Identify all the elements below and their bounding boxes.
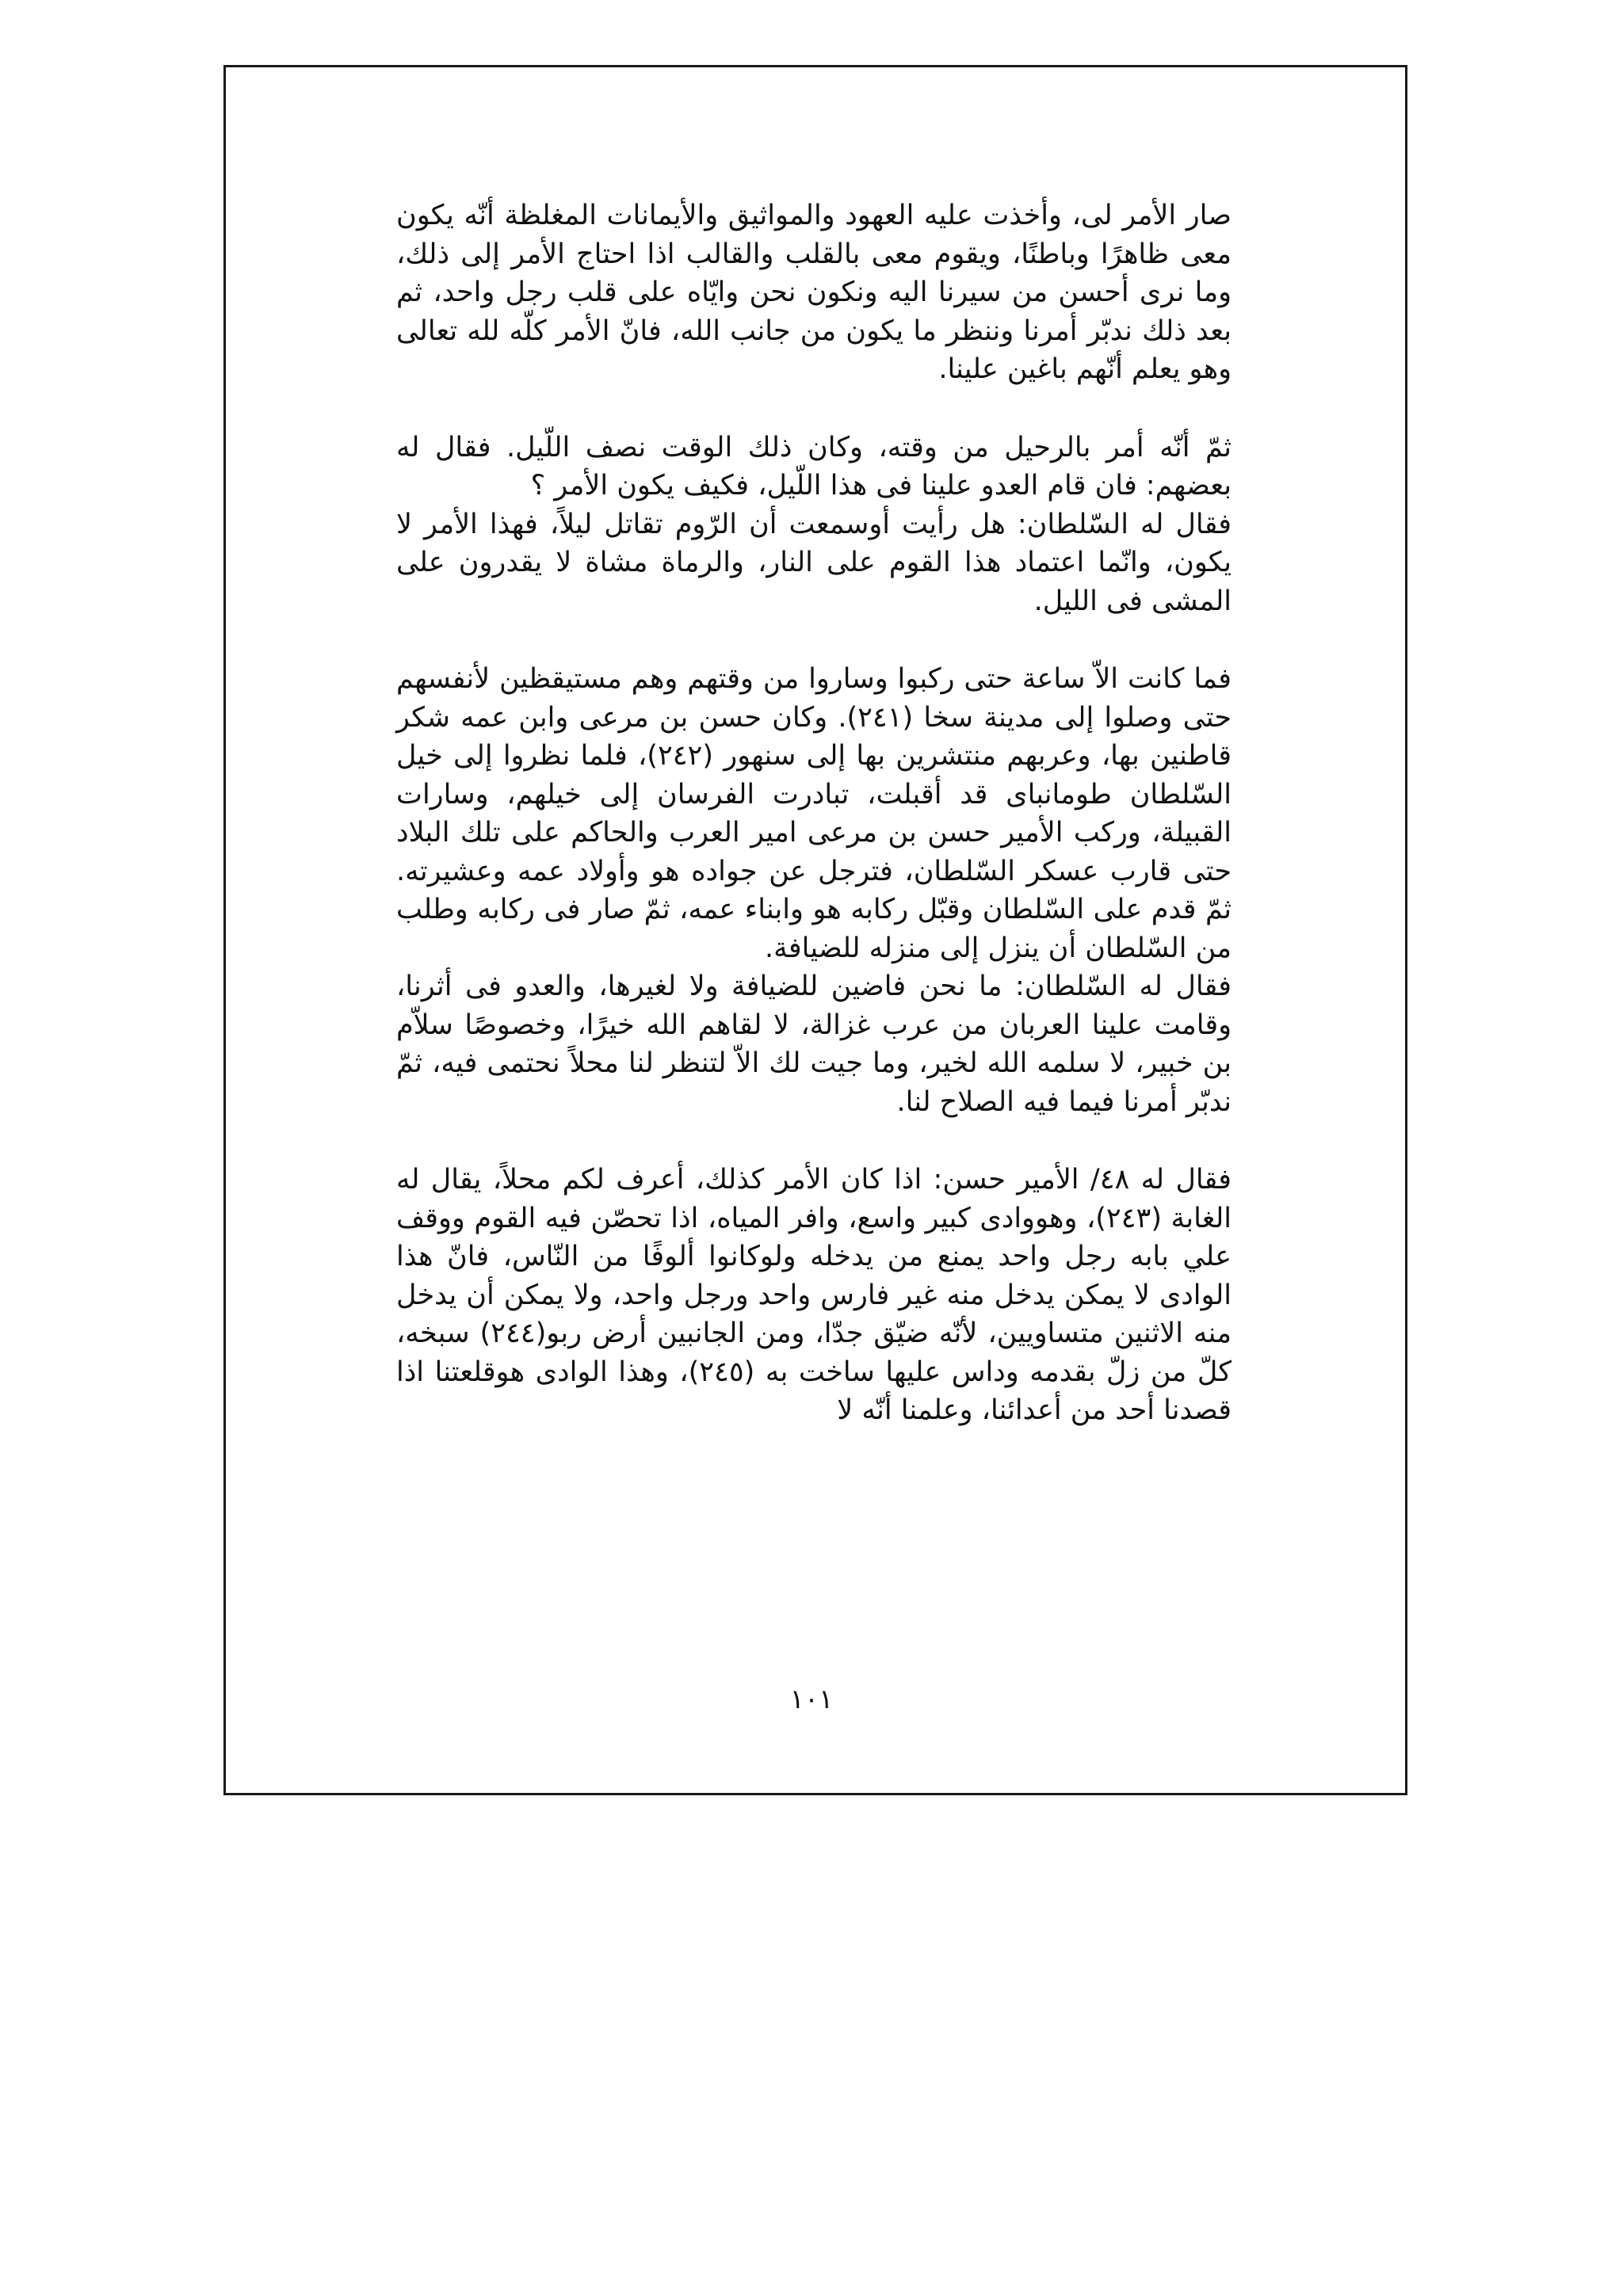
paragraph-1: صار الأمر لى، وأخذت عليه العهود والمواثيق والأيمانات المغلظة أنّه يكون معى ظاهرًا وباطنًا، ويقوم معى بالقلب والقالب اذا احتاج الأمر إلى ذلك، وما نرى أحسن من سيرنا اليه ونكون نحن وايّاه على قلب رجل واحد، ثم بعد ذلك ندبّر أمرنا وننظر ما يكون من جانب الله، فانّ الأمر كلّه لله تعالى وهو يعلم أنّهم باغين علينا. [396, 200, 1232, 385]
text-block [396, 196, 1232, 1430]
paragraph-2: ثمّ أنّه أمر بالرحيل من وقته، وكان ذلك الوقت نصف اللّيل. فقال له بعضهم: فان قام العدو علينا فى هذا اللّيل، فكيف يكون الأمر ؟ [396, 431, 1232, 502]
paragraph-5: فقال له السّلطان: ما نحن فاضين للضيافة ولا لغيرها، والعدو فى أثرنا، وقامت علينا العربان من عرب غزالة، لا لقاهم الله خيرًا، وخصوصًا سلاّم بن خبير، لا سلمه الله لخير، وما جيت لك الاّ لتنظر لنا محلاً نحتمى فيه، ثمّ ندبّر أمرنا فيما فيه الصلاح لنا. [396, 971, 1232, 1118]
page-number: ١٠١ [789, 1684, 834, 1715]
paragraph-gap [396, 389, 1232, 429]
paragraph-gap [396, 620, 1232, 660]
paragraph-6: فقال له ٤٨/ الأمير حسن: اذا كان الأمر كذلك، أعرف لكم محلاً، يقال له الغابة (٢٤٣)، وهووادى كبير واسع، وافر المياه، اذا تحصّن فيه القوم ووقف علي بابه رجل واحد يمنع من يدخله ولوكانوا ألوفًا من النّاس، فانّ هذا الوادى لا يمكن يدخل منه غير فارس واحد ورجل واحد، ولا يمكن أن يدخل منه الاثنين متساويين، لأنّه ضيّق جدّا، ومن الجانبين أرض ربو(٢٤٤) سبخه، كلّ من زلّ بقدمه وداس عليها ساخت به (٢٤٥)، وهذا الوادى هوقلعتنا اذا قصدنا أحد من أعدائنا، وعلمنا أنّه لا [396, 1164, 1232, 1426]
paragraph-4: فما كانت الاّ ساعة حتى ركبوا وساروا من وقتهم وهم مستيقظين لأنفسهم حتى وصلوا إلى مدينة سخا (٢٤١). وكان حسن بن مرعى وابن عمه شكر قاطنين بها، وعربهم منتشرين بها إلى سنهور (٢٤٢)، فلما نظروا إلى خيل السّلطان طومانباى قد أقبلت، تبادرت الفرسان إلى خيلهم، وسارات القبيلة، وركب الأمير حسن بن مرعى امير العرب والحاكم على تلك البلاد حتى قارب عسكر السّلطان، فترجل عن جواده هو وأولاد عمه وعشيرته. ثمّ قدم على السّلطان وقبّل ركابه هو وابناء عمه، ثمّ صار فى ركابه وطلب من السّلطان أن ينزل إلى منزله للضيافة. [396, 663, 1232, 964]
paragraph-gap [396, 1121, 1232, 1161]
paragraph-3: فقال له السّلطان: هل رأيت أوسمعت أن الرّوم تقاتل ليلاً، فهذا الأمر لا يكون، وانّما اعتماد هذا القوم على النار، والرماة مشاة لا يقدرون على المشى فى الليل. [396, 508, 1232, 617]
